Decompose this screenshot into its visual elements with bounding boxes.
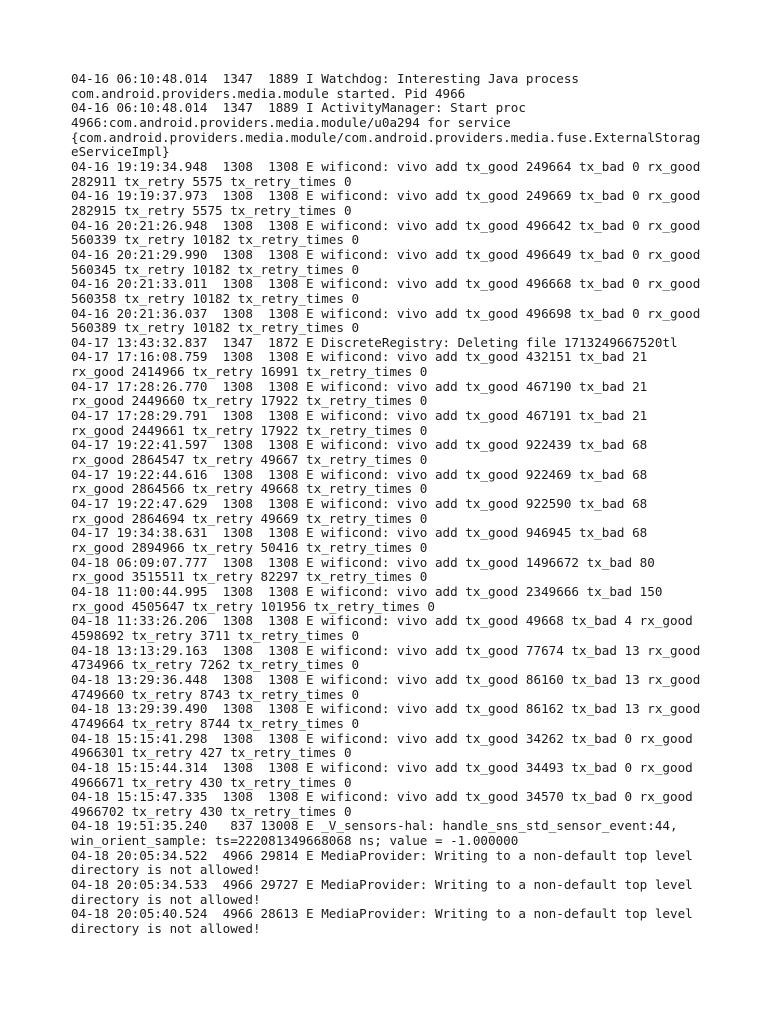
log-line: 04-16 20:21:36.037 1308 1308 E wificond: vivo add tx_good 496698 tx_bad 0 rx_good bbox=[71, 305, 701, 321]
log-line: 04-18 19:51:35.240 837 13008 E _V_sensors-hal: handle_sns_std_sensor_event:44, bbox=[71, 818, 678, 834]
log-line: 04-16 19:19:34.948 1308 1308 E wificond: vivo add tx_good 249664 tx_bad 0 rx_good bbox=[71, 158, 701, 174]
log-line: rx_good 2414966 tx_retry 16991 tx_retry_times 0 bbox=[71, 364, 428, 380]
log-line: 4966671 tx_retry 430 tx_retry_times 0 bbox=[71, 774, 352, 790]
log-line: 04-18 13:29:39.490 1308 1308 E wificond: vivo add tx_good 86162 tx_bad 13 rx_good bbox=[71, 701, 701, 717]
log-line: 560339 tx_retry 10182 tx_retry_times 0 bbox=[71, 232, 360, 248]
log-line: 04-18 20:05:34.533 4966 29727 E MediaProvider: Writing to a non-default top level bbox=[71, 877, 693, 893]
log-line: 04-18 11:33:26.206 1308 1308 E wificond: vivo add tx_good 49668 tx_bad 4 rx_good bbox=[71, 613, 693, 629]
log-line: win_orient_sample: ts=222081349668068 ns; value = -1.000000 bbox=[71, 833, 519, 849]
log-line: rx_good 2864566 tx_retry 49668 tx_retry_times 0 bbox=[71, 481, 428, 497]
log-line: directory is not allowed! bbox=[71, 921, 261, 937]
log-line: 04-16 06:10:48.014 1347 1889 I ActivityManager: Start proc bbox=[71, 100, 526, 116]
log-line: rx_good 4505647 tx_retry 101956 tx_retry_times 0 bbox=[71, 598, 435, 614]
log-line: directory is not allowed! bbox=[71, 891, 261, 907]
log-line: 560389 tx_retry 10182 tx_retry_times 0 bbox=[71, 320, 360, 336]
log-line: 04-16 20:21:33.011 1308 1308 E wificond: vivo add tx_good 496668 tx_bad 0 rx_good bbox=[71, 276, 701, 292]
log-line: 04-17 17:28:29.791 1308 1308 E wificond: vivo add tx_good 467191 tx_bad 21 bbox=[71, 408, 648, 424]
log-line: rx_good 2449661 tx_retry 17922 tx_retry_times 0 bbox=[71, 422, 428, 438]
log-line: 282915 tx_retry 5575 tx_retry_times 0 bbox=[71, 202, 352, 218]
log-line: 560345 tx_retry 10182 tx_retry_times 0 bbox=[71, 261, 360, 277]
log-document bbox=[71, 72, 711, 937]
log-line: 04-18 15:15:44.314 1308 1308 E wificond: vivo add tx_good 34493 tx_bad 0 rx_good bbox=[71, 759, 693, 775]
log-line: 4966702 tx_retry 430 tx_retry_times 0 bbox=[71, 803, 352, 819]
log-body bbox=[71, 72, 711, 937]
log-line: rx_good 2894966 tx_retry 50416 tx_retry_times 0 bbox=[71, 540, 428, 555]
log-line: 04-17 17:16:08.759 1308 1308 E wificond: vivo add tx_good 432151 tx_bad 21 bbox=[71, 349, 648, 365]
log-line: 282911 tx_retry 5575 tx_retry_times 0 bbox=[71, 173, 352, 189]
log-line: com.android.providers.media.module started. Pid 4966 bbox=[71, 85, 466, 101]
log-line: eServiceImpl} bbox=[71, 144, 170, 160]
log-line: 04-16 06:10:48.014 1347 1889 I Watchdog: Interesting Java process bbox=[71, 71, 579, 86]
log-line: 04-17 19:22:41.597 1308 1308 E wificond: vivo add tx_good 922439 tx_bad 68 bbox=[71, 437, 648, 453]
log-line: 04-16 20:21:26.948 1308 1308 E wificond: vivo add tx_good 496642 tx_bad 0 rx_good bbox=[71, 217, 701, 233]
log-line: {com.android.providers.media.module/com.android.providers.media.fuse.ExternalStorag bbox=[71, 129, 701, 145]
log-line: 04-18 13:13:29.163 1308 1308 E wificond: vivo add tx_good 77674 tx_bad 13 rx_good bbox=[71, 642, 701, 658]
log-line: rx_good 2864547 tx_retry 49667 tx_retry_times 0 bbox=[71, 452, 428, 468]
log-line: directory is not allowed! bbox=[71, 862, 261, 878]
log-line: 4598692 tx_retry 3711 tx_retry_times 0 bbox=[71, 627, 360, 643]
log-line: 04-17 13:43:32.837 1347 1872 E DiscreteRegistry: Deleting file 1713249667520tl bbox=[71, 334, 678, 350]
log-line: 4749660 tx_retry 8743 tx_retry_times 0 bbox=[71, 686, 360, 702]
log-line: 04-18 11:00:44.995 1308 1308 E wificond: vivo add tx_good 2349666 tx_bad 150 bbox=[71, 583, 663, 599]
log-line: 04-17 17:28:26.770 1308 1308 E wificond: vivo add tx_good 467190 tx_bad 21 bbox=[71, 378, 648, 394]
log-line: 4734966 tx_retry 7262 tx_retry_times 0 bbox=[71, 657, 360, 673]
log-line: 04-17 19:22:44.616 1308 1308 E wificond: vivo add tx_good 922469 tx_bad 68 bbox=[71, 466, 648, 482]
log-line: rx_good 2864694 tx_retry 49669 tx_retry_times 0 bbox=[71, 510, 428, 526]
log-line: 4966301 tx_retry 427 tx_retry_times 0 bbox=[71, 745, 352, 761]
log-line: 04-17 19:22:47.629 1308 1308 E wificond: vivo add tx_good 922590 tx_bad 68 bbox=[71, 496, 648, 512]
log-line: 04-18 06:09:07.777 1308 1308 E wificond: vivo add tx_good 1496672 tx_bad 80 bbox=[71, 554, 655, 570]
log-line: rx_good 2449660 tx_retry 17922 tx_retry_times 0 bbox=[71, 393, 428, 409]
log-line: 04-17 19:34:38.631 1308 1308 E wificond: vivo add tx_good 946945 tx_bad 68 bbox=[71, 525, 648, 541]
log-line: 04-18 20:05:40.524 4966 28613 E MediaProvider: Writing to a non-default top level bbox=[71, 906, 693, 922]
log-line: 04-18 15:15:41.298 1308 1308 E wificond: vivo add tx_good 34262 tx_bad 0 rx_good bbox=[71, 730, 693, 746]
log-line: 4749664 tx_retry 8744 tx_retry_times 0 bbox=[71, 715, 360, 731]
log-line: rx_good 3515511 tx_retry 82297 tx_retry_times 0 bbox=[71, 569, 428, 585]
log-line: 04-18 15:15:47.335 1308 1308 E wificond: vivo add tx_good 34570 tx_bad 0 rx_good bbox=[71, 789, 693, 805]
log-line: 560358 tx_retry 10182 tx_retry_times 0 bbox=[71, 290, 360, 306]
log-line: 04-18 20:05:34.522 4966 29814 E MediaProvider: Writing to a non-default top level bbox=[71, 847, 693, 863]
log-line: 04-18 13:29:36.448 1308 1308 E wificond: vivo add tx_good 86160 tx_bad 13 rx_good bbox=[71, 671, 701, 687]
log-line: 04-16 20:21:29.990 1308 1308 E wificond: vivo add tx_good 496649 tx_bad 0 rx_good bbox=[71, 246, 701, 262]
log-line: 4966:com.android.providers.media.module/u0a294 for service bbox=[71, 114, 511, 130]
log-line: 04-16 19:19:37.973 1308 1308 E wificond: vivo add tx_good 249669 tx_bad 0 rx_good bbox=[71, 188, 701, 204]
